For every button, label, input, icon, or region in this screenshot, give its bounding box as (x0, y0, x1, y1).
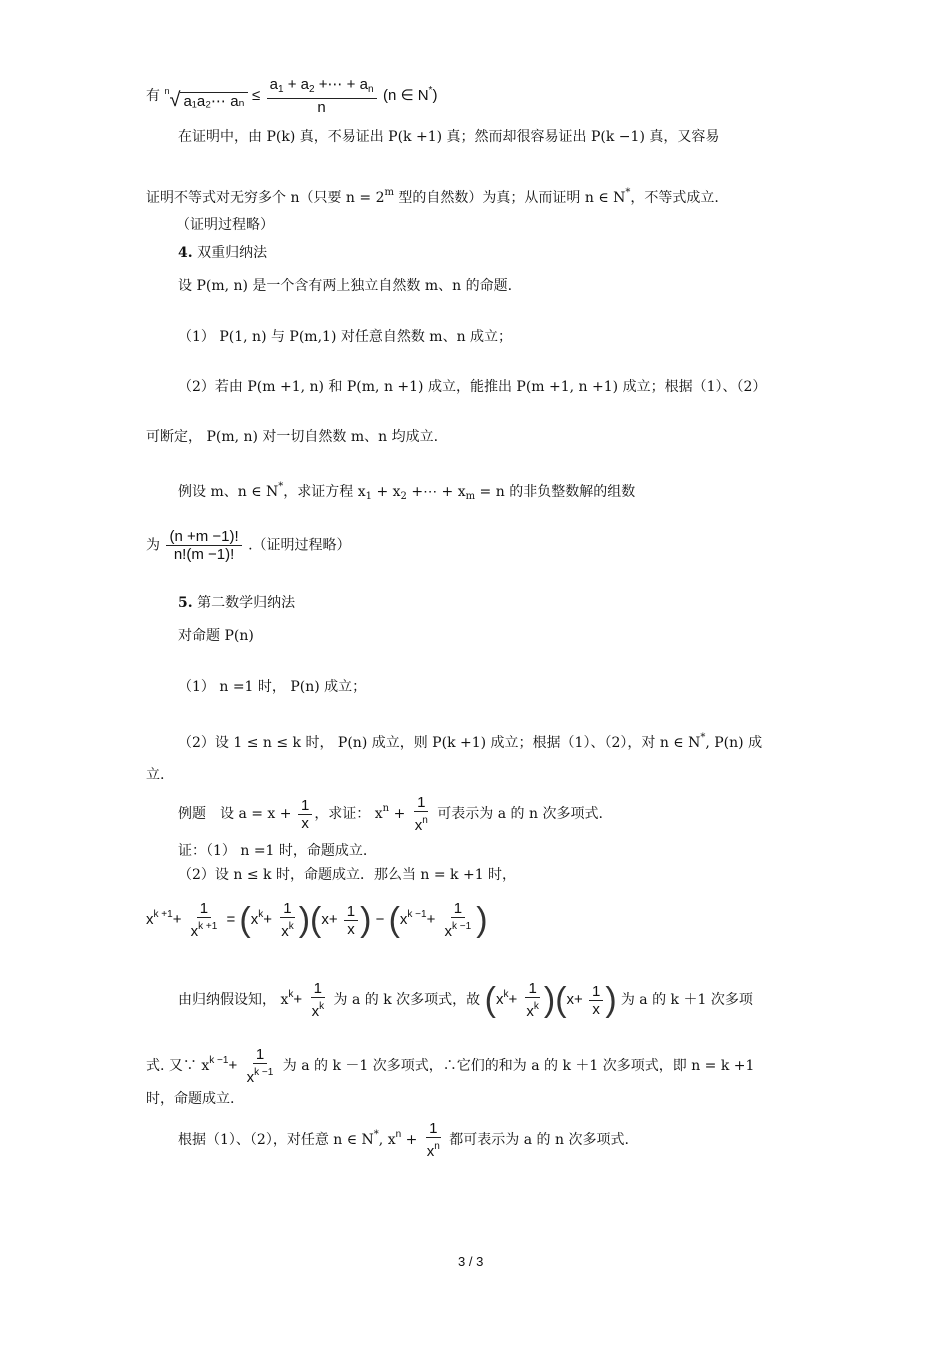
fraction: $\frac{1}{x}$ (344, 903, 358, 938)
text: （1） P(1, n) 与 P(m,1) 对任意自然数 m、n 成立； (178, 329, 513, 345)
paragraph-line: 由归纳假设知， $x^k+$ $\frac{1}{x^k}$ 为 a 的 k 次多项式，故 ($x^k+$ $\frac{1}{x^k}$ )(x+ $\frac{1}{x}$ ) 为 a 的 k ＋1 次多项 (178, 980, 753, 1021)
fraction: $\frac{1}{x^{k +1}}$ (190, 900, 218, 940)
text: 证明不等式对无穷多个 n（只要 n = 2 (146, 190, 385, 206)
text: ，求证： x (314, 806, 383, 822)
line-amgm (146, 76, 437, 116)
numerator: (n +m −1)! (166, 528, 241, 546)
text: ，不等式成立. (630, 190, 719, 206)
text: （2）设 n ≤ k 时，命题成立．那么当 n = k +1 时， (178, 867, 517, 883)
denominator: $x^n$ (414, 815, 428, 834)
text: 由归纳假设知， x (178, 992, 289, 1008)
recurrence-equation: $x^{k +1}+$ $\frac{1}{x^{k +1}}$ = ($x^k+$ $\frac{1}{x^k}$ )(x+ $\frac{1}{x}$ ) − ($x^{k -1}+$ $\frac{1}{x^{k -1}}$ ) (146, 900, 488, 940)
text: 为 a 的 k 次多项式，故 (329, 992, 481, 1008)
text: +⋯ + x (406, 484, 466, 500)
denominator: n!(m −1)! (173, 546, 235, 563)
text: 时，命题成立. (146, 1091, 235, 1107)
paragraph-line (178, 328, 512, 346)
radicand: a₁a₂⋯ aₙ (180, 92, 247, 110)
fraction: $\frac{1}{x^k}$ (311, 980, 325, 1020)
paragraph-line (178, 866, 516, 884)
section-heading (178, 594, 295, 612)
text: 型的自然数）为真；从而证明 n ∈ N (393, 190, 626, 206)
close-paren: ) (432, 87, 438, 104)
text: 为 (146, 537, 160, 554)
paragraph-line (178, 678, 366, 696)
text: 立. (146, 767, 165, 783)
paragraph-line (146, 184, 719, 207)
text: 根据（1）、（2），对任意 n ∈ N (178, 1132, 374, 1148)
text: + x (372, 484, 401, 500)
text: .（证明过程略） (248, 537, 351, 554)
count-fraction (166, 528, 241, 563)
text: 证：（1） n =1 时，命题成立. (178, 843, 368, 859)
paragraph-line (146, 1090, 234, 1108)
section-title: 双重归纳法 (197, 245, 268, 261)
text: 可断定， P(m, n) 对一切自然数 m、n 均成立. (146, 429, 439, 445)
text: 为 a 的 k ＋1 次多项 (620, 992, 753, 1008)
page-number-text: 3 / 3 (458, 1254, 484, 1269)
paragraph-line (178, 478, 635, 506)
fraction-1-over-x (298, 797, 312, 832)
section-heading (178, 244, 267, 262)
page-number (458, 1253, 483, 1271)
text: （1） n =1 时， P(n) 成立； (178, 679, 367, 695)
star: * (700, 732, 706, 743)
text: + (389, 806, 406, 822)
star: * (428, 85, 433, 96)
numerator: 1 (414, 794, 428, 812)
section-number: 4. (178, 245, 193, 261)
text: 式. 又∵ x (146, 1058, 210, 1074)
fraction: $\frac{1}{x^n}$ (426, 1120, 440, 1160)
paragraph-line: 根据（1）、（2），对任意 n ∈ N*, $x^n$ + $\frac{1}{x^n}$ 都可表示为 a 的 n 次多项式. (178, 1120, 629, 1160)
superscript: n (382, 803, 390, 814)
fraction: $\frac{1}{x^{k -1}}$ (444, 900, 472, 940)
paragraph-line: 式. 又∵ $x^{k -1}+$ $\frac{1}{x^{k -1}}$ 为 a 的 k －1 次多项式，∴它们的和为 a 的 k ＋1 次多项式，即 n = k +1 (146, 1046, 755, 1086)
text: , P(n) 成 (705, 735, 763, 751)
condition: (n ∈ N (382, 87, 429, 104)
text: 都可表示为 a 的 n 次多项式. (444, 1132, 629, 1148)
fraction-1-over-xn (412, 794, 431, 834)
paragraph-line (146, 766, 164, 784)
paragraph-line (146, 528, 351, 563)
le-sign: ≤ (251, 87, 261, 104)
text: 在证明中，由 P(k) 真，不易证出 P(k +1) 真；然而却很容易证出 P(k −1) 真，又容易 (178, 129, 720, 145)
fraction: $\frac{1}{x^k}$ (281, 900, 294, 940)
paragraph-line (178, 627, 254, 645)
paragraph-line (178, 842, 367, 860)
text: 例题 设 a = x + (178, 806, 292, 822)
fraction: $\frac{1}{x^{k -1}}$ (246, 1046, 274, 1086)
text: 可表示为 a 的 n 次多项式. (432, 806, 603, 822)
mean-fraction (267, 76, 377, 116)
root-index: n (164, 85, 170, 96)
numerator: $a_1 + a_2$ +⋯ + $a_n$ (267, 76, 377, 99)
star: * (278, 481, 284, 492)
section-number: 5. (178, 595, 193, 611)
paragraph-line (176, 216, 274, 234)
text: + (401, 1132, 418, 1148)
text: （2）设 1 ≤ n ≤ k 时， P(n) 成立，则 P(k +1) 成立；根据（1）、（2），对 n ∈ N (178, 735, 701, 751)
subscript: 2 (400, 491, 407, 502)
text: ，求证方程 x (283, 484, 366, 500)
star: * (373, 1129, 379, 1140)
denominator: n (317, 99, 326, 116)
text: 例设 m、n ∈ N (178, 484, 279, 500)
paragraph-line (178, 729, 762, 752)
paragraph-line (146, 428, 438, 446)
text: 为 a 的 k －1 次多项式，∴它们的和为 a 的 k ＋1 次多项式，即 n = k +1 (278, 1058, 755, 1074)
text: , x (378, 1132, 396, 1148)
fraction: $\frac{1}{x}$ (589, 983, 603, 1018)
text: （证明过程略） (176, 217, 274, 233)
text: 有 (146, 88, 160, 104)
paragraph-line (178, 277, 512, 295)
text: = n 的非负整数解的组数 (475, 484, 636, 500)
superscript: m (384, 187, 394, 198)
fraction: $\frac{1}{x^k}$ (526, 980, 539, 1021)
text: 设 P(m, n) 是一个含有两上独立自然数 m、n 的命题. (178, 278, 513, 294)
numerator: 1 (298, 797, 312, 815)
text: （2）若由 P(m +1, n) 和 P(m, n +1) 成立，能推出 P(m +1, n +1) 成立；根据（1）、（2） (178, 379, 767, 395)
star: * (625, 187, 631, 198)
subscript: 1 (365, 491, 372, 502)
radical-sign: √ (169, 88, 181, 111)
paragraph-line (178, 378, 766, 396)
paragraph-line (178, 128, 719, 146)
text: 对命题 P(n) (178, 628, 254, 644)
nth-root (164, 82, 247, 111)
section-title: 第二数学归纳法 (197, 595, 296, 611)
denominator: x (301, 814, 309, 832)
subscript: m (465, 491, 476, 502)
example-line (178, 794, 603, 834)
